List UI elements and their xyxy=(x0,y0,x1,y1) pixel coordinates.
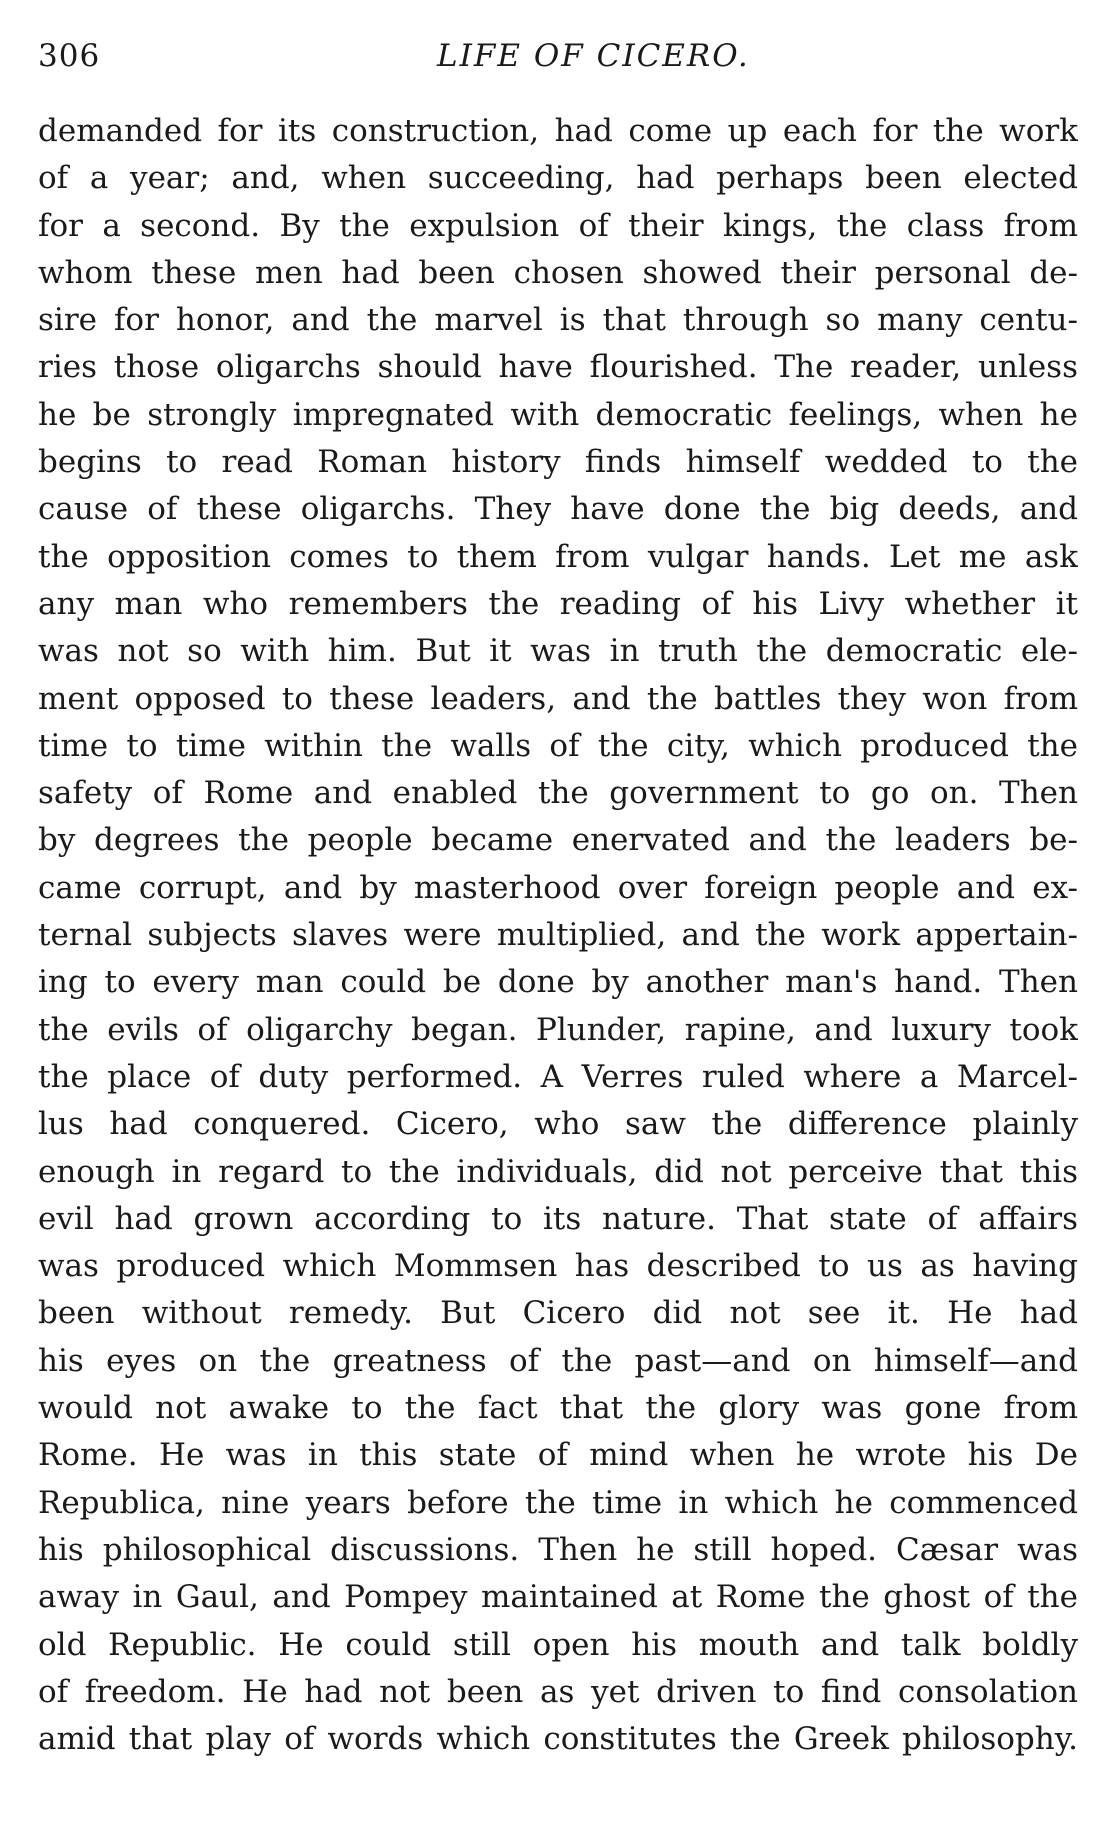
text-line: time to time within the walls of the city, which produced the xyxy=(38,727,1078,764)
text-line: came corrupt, and by masterhood over foreign people and ex- xyxy=(38,869,1078,906)
text-line: ing to every man could be done by another man's hand. Then xyxy=(38,964,1078,1001)
text-line: been without remedy. But Cicero did not see it. He had xyxy=(38,1295,1078,1332)
text-line: he be strongly impregnated with democratic feelings, when he xyxy=(38,396,1078,433)
text-line: his philosophical discussions. Then he still hoped. Cæsar was xyxy=(38,1531,1078,1568)
text-line: for a second. By the expulsion of their kings, the class from xyxy=(38,207,1078,244)
text-line: safety of Rome and enabled the government to go on. Then xyxy=(38,775,1078,812)
text-line: would not awake to the fact that the glory was gone from xyxy=(38,1390,1078,1427)
text-line: amid that play of words which constitutes the Greek philosophy. xyxy=(38,1721,1078,1758)
text-line: ternal subjects slaves were multiplied, and the work appertain- xyxy=(38,917,1078,954)
text-line: was produced which Mommsen has described to us as having xyxy=(38,1248,1078,1285)
text-line: sire for honor, and the marvel is that through so many centu- xyxy=(38,302,1078,339)
text-line: Republica, nine years before the time in which he commenced xyxy=(38,1484,1078,1521)
body-text xyxy=(38,108,1078,1763)
text-line: any man who remembers the reading of his Livy whether it xyxy=(38,585,1078,622)
text-line: of freedom. He had not been as yet driven to find consolation xyxy=(38,1673,1078,1710)
text-line: lus had conquered. Cicero, who saw the difference plainly xyxy=(38,1106,1078,1143)
text-line: Rome. He was in this state of mind when he wrote his De xyxy=(38,1437,1078,1474)
text-line: old Republic. He could still open his mouth and talk boldly xyxy=(38,1626,1078,1663)
text-line: ment opposed to these leaders, and the battles they won from xyxy=(38,680,1078,717)
text-line: the evils of oligarchy began. Plunder, rapine, and luxury took xyxy=(38,1011,1078,1048)
text-line: the place of duty performed. A Verres ruled where a Marcel- xyxy=(38,1058,1078,1095)
text-line: by degrees the people became enervated and the leaders be- xyxy=(38,822,1078,859)
text-line: of a year; and, when succeeding, had perhaps been elected xyxy=(38,160,1078,197)
page-number: 306 xyxy=(38,38,101,74)
text-line: ries those oligarchs should have flourished. The reader, unless xyxy=(38,349,1078,386)
text-line: was not so with him. But it was in truth the democratic ele- xyxy=(38,633,1078,670)
text-line: his eyes on the greatness of the past—and on himself—and xyxy=(38,1342,1078,1379)
text-line: enough in regard to the individuals, did not perceive that this xyxy=(38,1153,1078,1190)
running-title: LIFE OF CICERO. xyxy=(437,38,750,74)
text-line: cause of these oligarchs. They have done the big deeds, and xyxy=(38,491,1078,528)
text-line: the opposition comes to them from vulgar hands. Let me ask xyxy=(38,538,1078,575)
text-line: begins to read Roman history finds himself wedded to the xyxy=(38,444,1078,481)
text-line: evil had grown according to its nature. That state of affairs xyxy=(38,1200,1078,1237)
text-line: demanded for its construction, had come up each for the work xyxy=(38,113,1078,149)
text-line: whom these men had been chosen showed their personal de- xyxy=(38,254,1078,291)
running-head xyxy=(38,36,1078,76)
text-line: away in Gaul, and Pompey maintained at Rome the ghost of the xyxy=(38,1579,1078,1616)
